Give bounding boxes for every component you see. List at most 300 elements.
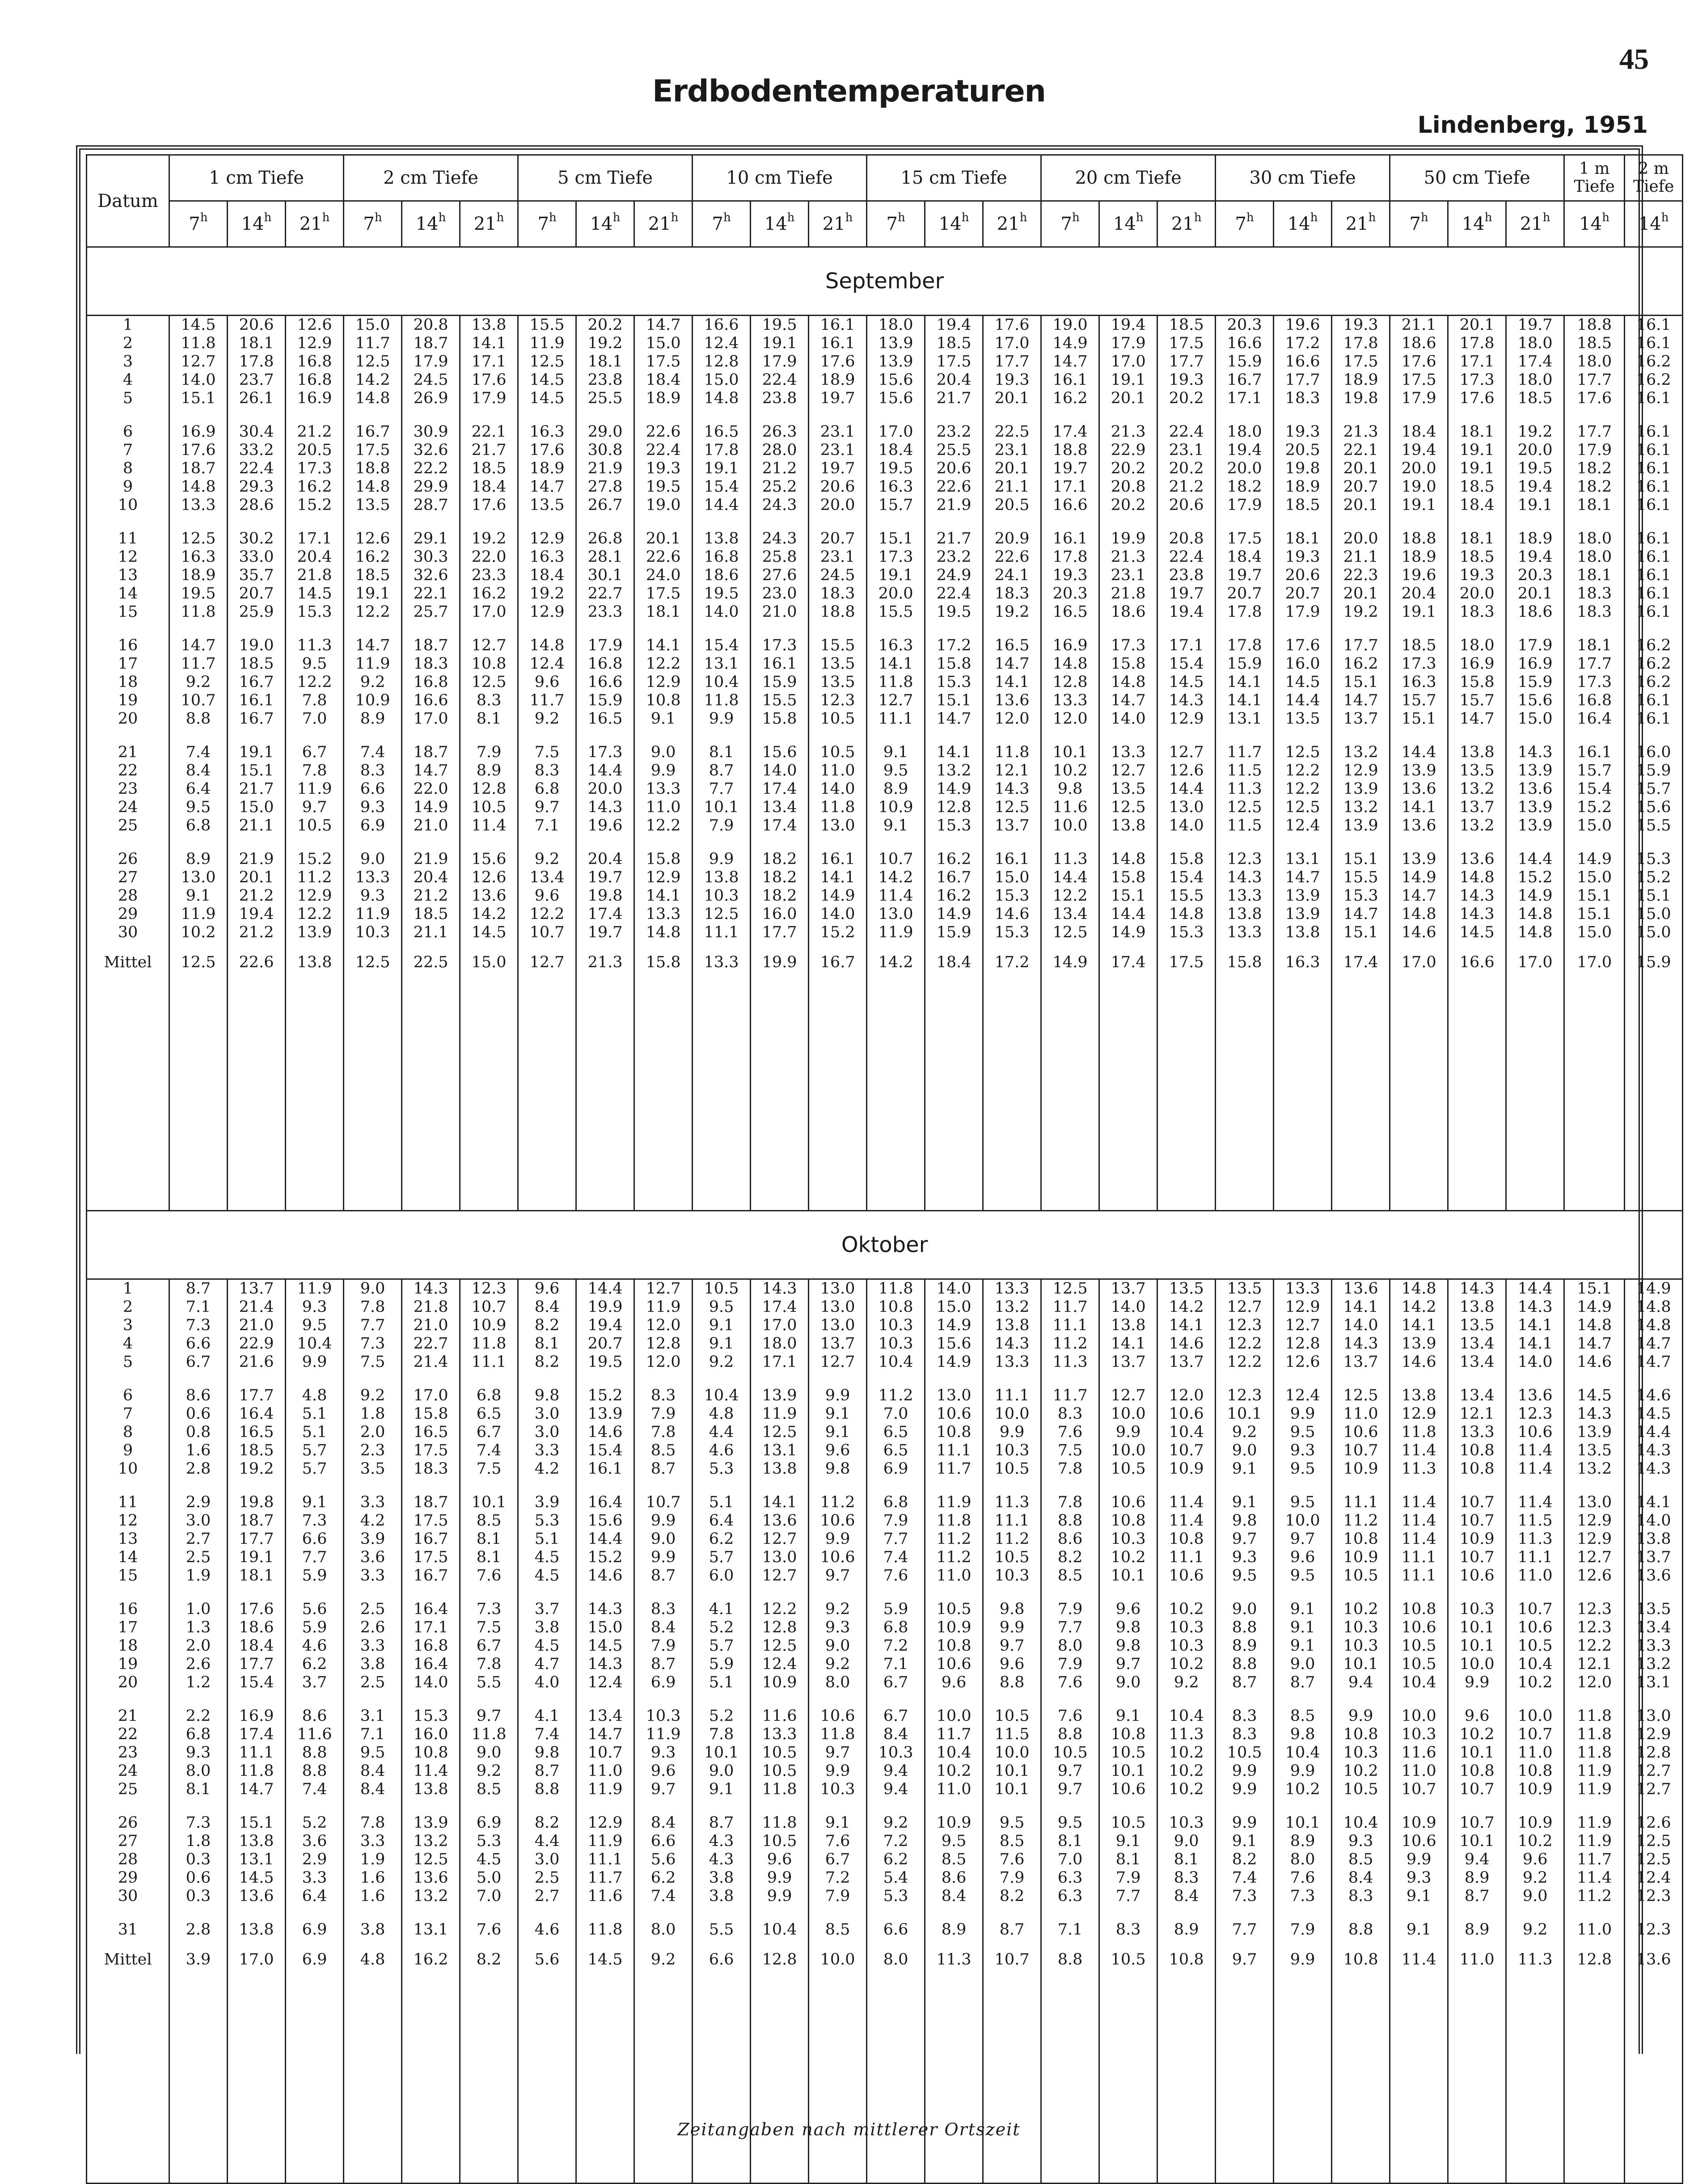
group-gap: [228, 408, 285, 423]
temperature-cell: 10.9: [471, 1316, 507, 1334]
temperature-cell: 12.3: [820, 691, 855, 709]
temperature-cell: 15.8: [1459, 673, 1495, 691]
temperature-cell: 9.7: [302, 798, 327, 816]
group-gap: [1565, 408, 1624, 423]
temperature-cell: 16.8: [1577, 691, 1612, 709]
temperature-cell: 13.0: [820, 817, 855, 835]
temperature-cell: 13.3: [1459, 1423, 1495, 1441]
temperature-cell: 12.7: [878, 691, 913, 709]
temperature-cell: 19.4: [1227, 441, 1262, 459]
temperature-cell: 10.6: [1401, 1619, 1436, 1636]
temperature-cell: 7.0: [476, 1887, 502, 1905]
temperature-cell: 17.3: [587, 743, 623, 761]
group-gap: [344, 1371, 401, 1387]
date-cell: 17: [118, 1619, 138, 1636]
value-column: [1625, 1279, 1683, 2184]
temperature-cell: 7.5: [476, 1460, 502, 1478]
temperature-cell: 7.3: [186, 1814, 211, 1832]
temperature-cell: 16.3: [878, 637, 913, 654]
temperature-cell: 9.1: [1232, 1460, 1257, 1478]
temperature-cell: 17.9: [1111, 334, 1146, 352]
hour-value: 7: [1409, 214, 1421, 234]
footer-note: Zeitangaben nach mittlerer Ortszeit: [677, 2120, 1021, 2139]
temperature-cell: 16.5: [239, 1423, 274, 1441]
temperature-cell: 18.9: [1401, 548, 1436, 566]
temperature-cell: 14.1: [1517, 1335, 1553, 1353]
temperature-cell: 12.3: [1517, 1405, 1553, 1423]
temperature-cell: 7.9: [883, 1512, 908, 1530]
temperature-cell: 12.8: [1636, 1744, 1671, 1762]
group-gap: [1158, 408, 1215, 423]
temperature-cell: 16.9: [1459, 655, 1495, 673]
temperature-cell: 9.8: [534, 1744, 560, 1762]
date-cell: 13: [118, 1530, 138, 1548]
temperature-cell: 10.8: [1343, 1725, 1378, 1743]
group-gap: [751, 1371, 808, 1387]
temperature-cell: 12.3: [1577, 1600, 1612, 1618]
temperature-cell: 13.4: [1459, 1387, 1495, 1404]
temperature-cell: 12.8: [471, 780, 507, 798]
temperature-cell: 15.6: [1517, 691, 1553, 709]
temperature-cell: 4.2: [534, 1460, 560, 1478]
temperature-cell: 19.5: [587, 1353, 623, 1371]
group-gap: [1390, 1799, 1447, 1814]
group-gap: [577, 408, 634, 423]
temperature-cell: 16.2: [1343, 655, 1378, 673]
temperature-cell: 9.5: [302, 1316, 327, 1334]
temperature-cell: 17.9: [587, 637, 623, 654]
temperature-cell: 9.2: [186, 673, 211, 691]
header-depth: 5 cm Tiefe: [518, 155, 693, 201]
temperature-cell: 15.9: [1517, 673, 1553, 691]
temperature-cell: 8.7: [534, 1762, 560, 1780]
group-gap: [867, 1799, 924, 1814]
group-gap: [693, 514, 750, 530]
temperature-cell: 15.0: [936, 1298, 971, 1316]
group-gap: [577, 728, 634, 743]
temperature-cell: 9.7: [1057, 1780, 1083, 1798]
temperature-cell: 13.2: [1459, 817, 1495, 835]
date-cell: 12: [118, 1512, 138, 1530]
group-gap: [87, 1371, 169, 1387]
value-column: [809, 1279, 867, 2184]
group-gap: [1042, 621, 1098, 637]
temperature-cell: 8.1: [476, 1548, 502, 1566]
mittel-label: Mittel: [104, 1951, 152, 1969]
group-gap: [402, 1371, 459, 1387]
temperature-cell: 10.7: [1517, 1725, 1553, 1743]
temperature-cell: 11.3: [1401, 1460, 1436, 1478]
temperature-cell: 5.1: [302, 1423, 327, 1441]
temperature-cell: 12.2: [1285, 780, 1320, 798]
temperature-cell: 11.8: [1401, 1423, 1436, 1441]
group-gap: [228, 1585, 285, 1600]
value-column: [634, 316, 693, 1211]
temperature-cell: 16.4: [413, 1600, 448, 1618]
temperature-cell: 16.0: [1636, 743, 1671, 761]
temperature-cell: 16.1: [1636, 530, 1671, 548]
temperature-cell: 18.1: [1459, 423, 1495, 441]
group-gap: [984, 408, 1040, 423]
temperature-cell: 11.1: [587, 1851, 623, 1868]
temperature-cell: 11.6: [297, 1725, 332, 1743]
temperature-cell: 18.8: [820, 603, 855, 621]
temperature-cell: 13.0: [820, 1316, 855, 1334]
temperature-cell: 18.6: [704, 566, 739, 584]
temperature-cell: 18.5: [936, 334, 971, 352]
temperature-cell: 15.6: [1636, 798, 1671, 816]
temperature-cell: 19.1: [1459, 441, 1495, 459]
temperature-cell: 9.1: [825, 1405, 850, 1423]
temperature-cell: 14.7: [1343, 691, 1378, 709]
temperature-cell: 13.0: [1577, 1493, 1612, 1511]
temperature-cell: 26.9: [413, 389, 448, 407]
hour-value: 21: [997, 214, 1020, 234]
temperature-cell: 3.7: [534, 1600, 560, 1618]
page-number: 45: [1619, 43, 1649, 76]
temperature-cell: 9.9: [1406, 1851, 1432, 1868]
table-header: [87, 155, 1683, 247]
temperature-cell: 16.2: [1636, 371, 1671, 389]
temperature-cell: 13.4: [762, 798, 797, 816]
temperature-cell: 13.3: [646, 905, 681, 923]
temperature-cell: 21.2: [762, 460, 797, 477]
temperature-cell: 22.9: [239, 1335, 274, 1353]
temperature-cell: 7.4: [302, 1780, 327, 1798]
temperature-cell: 11.2: [297, 869, 332, 886]
temperature-cell: 9.1: [825, 1423, 850, 1441]
temperature-cell: 13.2: [1343, 798, 1378, 816]
mittel-value: 4.8: [360, 1951, 385, 1969]
group-gap: [402, 1585, 459, 1600]
value-column: [1390, 316, 1448, 1211]
temperature-cell: 20.1: [1111, 389, 1146, 407]
temperature-cell: 12.3: [1227, 850, 1262, 868]
temperature-cell: 24.3: [762, 530, 797, 548]
temperature-cell: 10.3: [1459, 1600, 1495, 1618]
temperature-cell: 7.1: [534, 817, 560, 835]
temperature-cell: 20.6: [1285, 566, 1320, 584]
group-gap: [402, 1799, 459, 1814]
group-gap: [1216, 1799, 1273, 1814]
date-cell: 8: [122, 460, 133, 477]
temperature-cell: 20.3: [1052, 585, 1088, 603]
temperature-cell: 6.3: [1057, 1887, 1083, 1905]
temperature-cell: 13.8: [1636, 1530, 1671, 1548]
group-gap: [635, 1585, 692, 1600]
temperature-cell: 8.4: [650, 1619, 676, 1636]
temperature-cell: 9.8: [999, 1600, 1025, 1618]
temperature-cell: 14.5: [587, 1637, 623, 1655]
group-gap: [87, 1478, 169, 1493]
temperature-cell: 10.9: [1517, 1814, 1553, 1832]
group-gap: [1100, 728, 1157, 743]
temperature-cell: 20.3: [1227, 316, 1262, 334]
temperature-cell: 10.1: [704, 798, 739, 816]
header-hour: [1390, 201, 1448, 247]
group-gap: [867, 1478, 924, 1493]
temperature-cell: 10.4: [704, 673, 739, 691]
temperature-cell: 9.6: [1290, 1548, 1315, 1566]
temperature-cell: 13.7: [1636, 1548, 1671, 1566]
temperature-cell: 15.3: [1169, 923, 1204, 941]
temperature-cell: 20.1: [1343, 585, 1378, 603]
temperature-cell: 18.9: [646, 389, 681, 407]
temperature-cell: 19.2: [239, 1460, 274, 1478]
hour-suffix: h: [322, 211, 330, 224]
group-gap: [867, 621, 924, 637]
temperature-cell: 20.7: [1285, 585, 1320, 603]
temperature-cell: 7.3: [1232, 1887, 1257, 1905]
mittel-value: 11.3: [936, 1951, 971, 1969]
temperature-cell: 15.2: [297, 850, 332, 868]
temperature-cell: 12.5: [994, 798, 1030, 816]
temperature-cell: 7.7: [883, 1530, 908, 1548]
group-gap: [1100, 621, 1157, 637]
temperature-cell: 14.8: [1459, 869, 1495, 886]
temperature-cell: 12.5: [413, 1851, 448, 1868]
temperature-cell: 17.5: [646, 353, 681, 371]
temperature-cell: 17.7: [1577, 423, 1612, 441]
temperature-cell: 9.1: [709, 1780, 734, 1798]
temperature-cell: 17.8: [1227, 603, 1262, 621]
group-gap: [228, 1906, 285, 1921]
temperature-cell: 10.1: [1285, 1814, 1320, 1832]
temperature-cell: 11.7: [1577, 1851, 1612, 1868]
temperature-cell: 7.8: [360, 1814, 385, 1832]
hour-suffix: h: [671, 211, 679, 224]
temperature-cell: 9.2: [825, 1600, 850, 1618]
mittel-value: 16.2: [413, 1951, 448, 1969]
temperature-cell: 14.6: [1401, 923, 1436, 941]
date-cell: 3: [122, 353, 133, 371]
temperature-cell: 12.1: [1459, 1405, 1495, 1423]
temperature-cell: 12.3: [1227, 1316, 1262, 1334]
group-gap: [228, 514, 285, 530]
temperature-cell: 4.6: [534, 1921, 560, 1939]
temperature-cell: 16.1: [1636, 389, 1671, 407]
date-cell: 3: [122, 1316, 133, 1334]
header-hour: [228, 201, 286, 247]
group-gap: [1390, 1371, 1447, 1387]
temperature-cell: 7.4: [476, 1442, 502, 1459]
temperature-cell: 14.1: [1401, 798, 1436, 816]
header-hour: [344, 201, 402, 247]
temperature-cell: 15.0: [355, 316, 390, 334]
temperature-cell: 9.2: [534, 850, 560, 868]
temperature-cell: 17.3: [762, 637, 797, 654]
group-gap: [1332, 1692, 1389, 1707]
temperature-cell: 9.3: [1348, 1832, 1373, 1850]
temperature-cell: 8.7: [650, 1567, 676, 1585]
temperature-cell: 11.2: [1052, 1335, 1088, 1353]
temperature-cell: 19.4: [1517, 478, 1553, 496]
temperature-cell: 10.1: [1052, 743, 1088, 761]
group-gap: [925, 408, 982, 423]
month-header-row: [87, 1211, 1683, 1279]
temperature-cell: 13.8: [704, 869, 739, 886]
temperature-cell: 14.5: [529, 371, 565, 389]
temperature-cell: 11.8: [878, 1280, 913, 1298]
temperature-cell: 15.1: [936, 691, 971, 709]
temperature-cell: 12.3: [1636, 1887, 1671, 1905]
temperature-cell: 9.9: [650, 1548, 676, 1566]
temperature-cell: 13.8: [1227, 905, 1262, 923]
temperature-cell: 14.7: [1636, 1335, 1671, 1353]
group-gap: [577, 1478, 634, 1493]
temperature-cell: 15.0: [704, 371, 739, 389]
temperature-cell: 16.6: [413, 691, 448, 709]
temperature-cell: 10.2: [1285, 1780, 1320, 1798]
temperature-cell: 21.4: [413, 1353, 448, 1371]
temperature-cell: 20.4: [936, 371, 971, 389]
date-cell: 14: [118, 1548, 138, 1566]
temperature-cell: 14.9: [936, 1316, 971, 1334]
temperature-cell: 9.1: [1406, 1887, 1432, 1905]
temperature-cell: 5.1: [534, 1530, 560, 1548]
temperature-cell: 4.6: [709, 1442, 734, 1459]
group-gap: [170, 408, 227, 423]
temperature-cell: 15.7: [1577, 762, 1612, 780]
temperature-cell: 11.8: [471, 1725, 507, 1743]
temperature-cell: 15.9: [1227, 353, 1262, 371]
temperature-cell: 11.5: [1227, 817, 1262, 835]
temperature-cell: 8.5: [1348, 1851, 1373, 1868]
temperature-cell: 16.9: [181, 423, 216, 441]
temperature-cell: 1.3: [186, 1619, 211, 1636]
temperature-cell: 8.1: [1174, 1851, 1199, 1868]
temperature-cell: 2.7: [186, 1530, 211, 1548]
temperature-cell: 11.6: [1052, 798, 1088, 816]
header-hour: [1625, 201, 1683, 247]
temperature-cell: 18.9: [820, 371, 855, 389]
temperature-cell: 11.1: [704, 923, 739, 941]
mittel-value: 13.3: [704, 953, 739, 971]
temperature-cell: 16.7: [1227, 371, 1262, 389]
temperature-cell: 12.5: [1343, 1387, 1378, 1404]
temperature-cell: 7.3: [360, 1335, 385, 1353]
temperature-cell: 18.5: [1577, 334, 1612, 352]
group-gap: [1565, 1906, 1624, 1921]
temperature-cell: 19.2: [1343, 603, 1378, 621]
date-cell: 9: [122, 478, 133, 496]
temperature-cell: 20.2: [587, 316, 623, 334]
value-column: [1099, 1279, 1157, 2184]
temperature-cell: 9.9: [650, 1512, 676, 1530]
temperature-cell: 14.6: [1401, 1353, 1436, 1371]
temperature-cell: 18.7: [239, 1512, 274, 1530]
temperature-cell: 8.7: [1464, 1887, 1490, 1905]
temperature-cell: 15.0: [994, 869, 1030, 886]
group-gap: [867, 728, 924, 743]
temperature-cell: 30.3: [413, 548, 448, 566]
temperature-cell: 19.4: [1169, 603, 1204, 621]
temperature-cell: 10.2: [1517, 1674, 1553, 1691]
temperature-cell: 13.3: [355, 869, 390, 886]
date-cell: 14: [118, 585, 138, 603]
temperature-cell: 17.7: [239, 1387, 274, 1404]
group-gap: [87, 728, 169, 743]
temperature-cell: 7.5: [1057, 1442, 1083, 1459]
temperature-cell: 5.9: [302, 1619, 327, 1636]
temperature-cell: 16.9: [297, 389, 332, 407]
temperature-cell: 13.0: [762, 1548, 797, 1566]
temperature-cell: 11.0: [646, 798, 681, 816]
group-gap: [635, 1371, 692, 1387]
temperature-cell: 12.6: [297, 316, 332, 334]
temperature-cell: 13.6: [1517, 780, 1553, 798]
temperature-cell: 12.7: [1577, 1548, 1612, 1566]
temperature-cell: 17.6: [1577, 389, 1612, 407]
temperature-cell: 14.6: [1636, 1387, 1671, 1404]
temperature-cell: 22.0: [413, 780, 448, 798]
temperature-cell: 11.6: [762, 1707, 797, 1725]
temperature-cell: 18.1: [1285, 530, 1320, 548]
temperature-cell: 17.0: [994, 334, 1030, 352]
temperature-cell: 15.0: [1636, 905, 1671, 923]
temperature-cell: 14.7: [936, 710, 971, 728]
group-gap: [1332, 621, 1389, 637]
group-gap: [1100, 1692, 1157, 1707]
group-gap: [1565, 1585, 1624, 1600]
temperature-cell: 17.9: [762, 353, 797, 371]
date-cell: 20: [118, 1674, 138, 1691]
temperature-cell: 10.5: [1052, 1744, 1088, 1762]
temperature-cell: 30.2: [239, 530, 274, 548]
temperature-cell: 10.3: [1343, 1619, 1378, 1636]
temperature-cell: 6.0: [709, 1567, 734, 1585]
temperature-cell: 9.1: [1290, 1600, 1315, 1618]
group-gap: [1332, 1585, 1389, 1600]
date-cell: 27: [118, 869, 138, 886]
temperature-cell: 14.6: [994, 905, 1030, 923]
temperature-cell: 11.1: [1169, 1548, 1204, 1566]
value-column: [809, 316, 867, 1211]
temperature-cell: 10.2: [1052, 762, 1088, 780]
temperature-cell: 15.0: [1577, 869, 1612, 886]
temperature-cell: 16.5: [994, 637, 1030, 654]
mittel-value: 9.9: [1290, 1951, 1315, 1969]
temperature-cell: 10.5: [1111, 1814, 1146, 1832]
temperature-cell: 14.3: [587, 798, 623, 816]
temperature-cell: 14.7: [413, 762, 448, 780]
temperature-cell: 13.8: [994, 1316, 1030, 1334]
temperature-cell: 15.4: [704, 478, 739, 496]
temperature-cell: 8.7: [709, 1814, 734, 1832]
group-gap: [286, 1585, 343, 1600]
temperature-cell: 9.2: [360, 1387, 385, 1404]
mittel-value: 12.5: [355, 953, 390, 971]
value-column: [228, 1279, 286, 2184]
hour-value: 14: [415, 214, 439, 234]
temperature-cell: 20.0: [1459, 585, 1495, 603]
temperature-cell: 8.1: [1057, 1832, 1083, 1850]
temperature-cell: 9.8: [534, 1387, 560, 1404]
temperature-cell: 6.6: [186, 1335, 211, 1353]
temperature-cell: 8.8: [534, 1780, 560, 1798]
temperature-cell: 3.6: [302, 1832, 327, 1850]
temperature-cell: 11.8: [762, 1814, 797, 1832]
temperature-cell: 20.0: [1517, 441, 1553, 459]
temperature-cell: 13.7: [1111, 1353, 1146, 1371]
temperature-cell: 17.8: [1343, 334, 1378, 352]
temperature-cell: 10.5: [994, 1707, 1030, 1725]
temperature-cell: 14.2: [355, 371, 390, 389]
temperature-cell: 2.9: [302, 1851, 327, 1868]
group-gap: [751, 1799, 808, 1814]
temperature-cell: 5.9: [709, 1655, 734, 1673]
temperature-cell: 15.0: [1517, 710, 1553, 728]
